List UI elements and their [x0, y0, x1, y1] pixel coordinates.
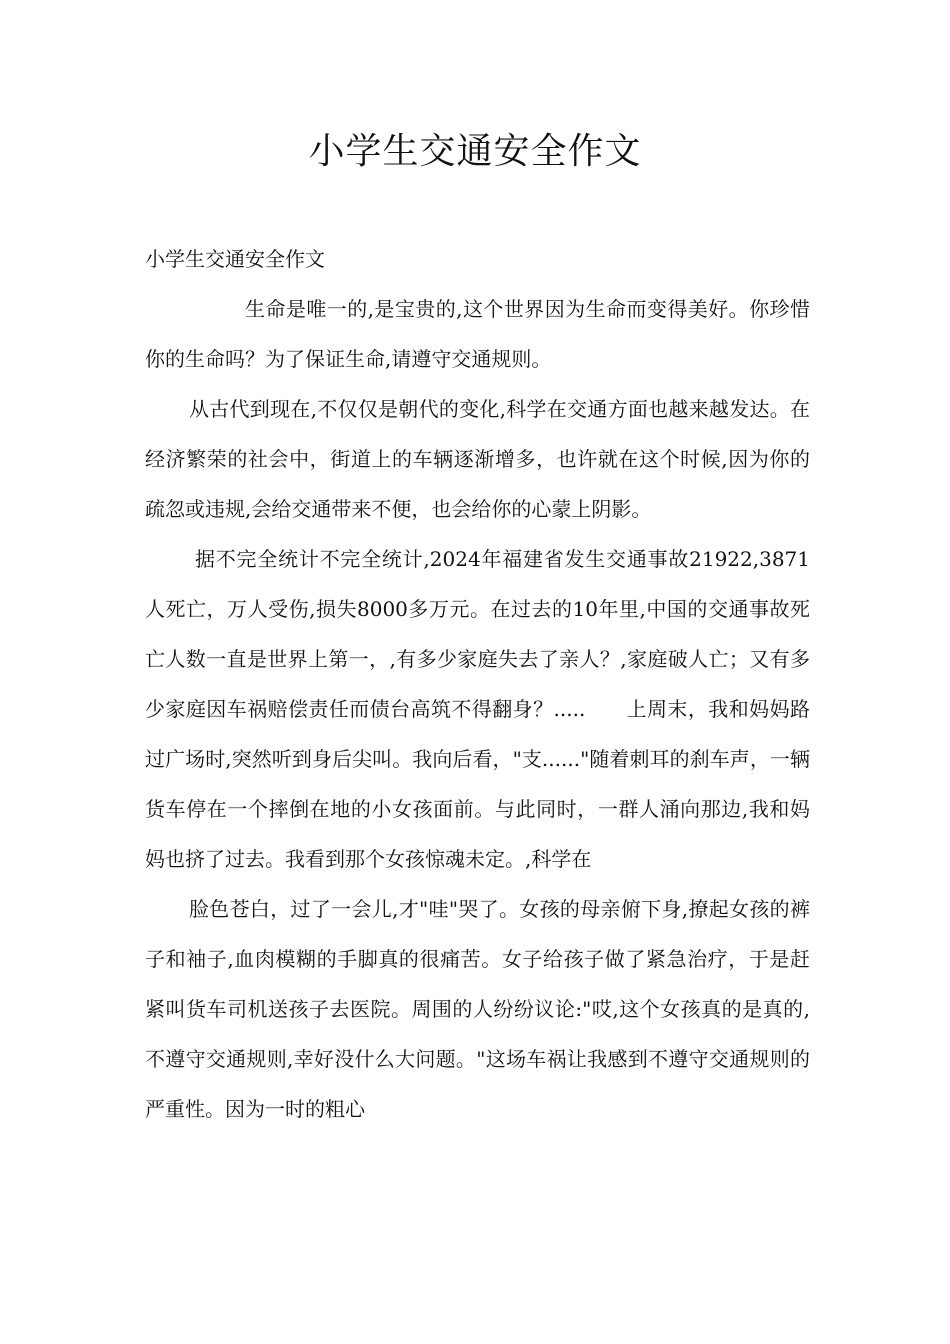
document-subtitle: 小学生交通安全作文 — [145, 247, 325, 271]
paragraph-1: 生命是唯一的,是宝贵的,这个世界因为生命而变得美好。你珍惜你的生命吗？为了保证生命,请遵守交通规则。 — [145, 297, 810, 371]
document-body — [145, 234, 810, 1134]
paragraph-4: 脸色苍白，过了一会儿,才"哇"哭了。女孩的母亲俯下身,撩起女孩的裤子和袖子,血肉模糊的手脚真的很痛苦。女子给孩子做了紧急治疗，于是赶紧叫货车司机送孩子去医院。周围的人纷纷议论:"哎,这个女孩真的是真的,不遵守交通规则,幸好没什么大问题。"这场车祸让我感到不遵守交通规则的严重性。因为一时的粗心 — [145, 897, 810, 1121]
document-title: 小学生交通安全作文 — [308, 131, 642, 172]
paragraph-2: 从古代到现在,不仅仅是朝代的变化,科学在交通方面也越来越发达。在经济繁荣的社会中，街道上的车辆逐渐增多，也许就在这个时候,因为你的疏忽或违规,会给交通带来不便，也会给你的心蒙上阴影。 — [145, 397, 810, 521]
paragraph-3: 据不完全统计不完全统计,2024年福建省发生交通事故21922,3871人死亡，万人受伤,损失8000多万元。在过去的10年里,中国的交通事故死亡人数一直是世界上第一，,有多少家庭失去了亲人？,家庭破人亡；又有多少家庭因车祸赔偿责任而债台高筑不得翻身？..... 上周末，我和妈妈路过广场时,突然听到身后尖叫。我向后看，"支......"随着刺耳的刹车声，一辆货车停在一个摔倒在地的小女孩面前。与此同时，一群人涌向那边,我和妈妈也挤了过去。我看到那个女孩惊魂未定。,科学在 — [145, 547, 810, 871]
